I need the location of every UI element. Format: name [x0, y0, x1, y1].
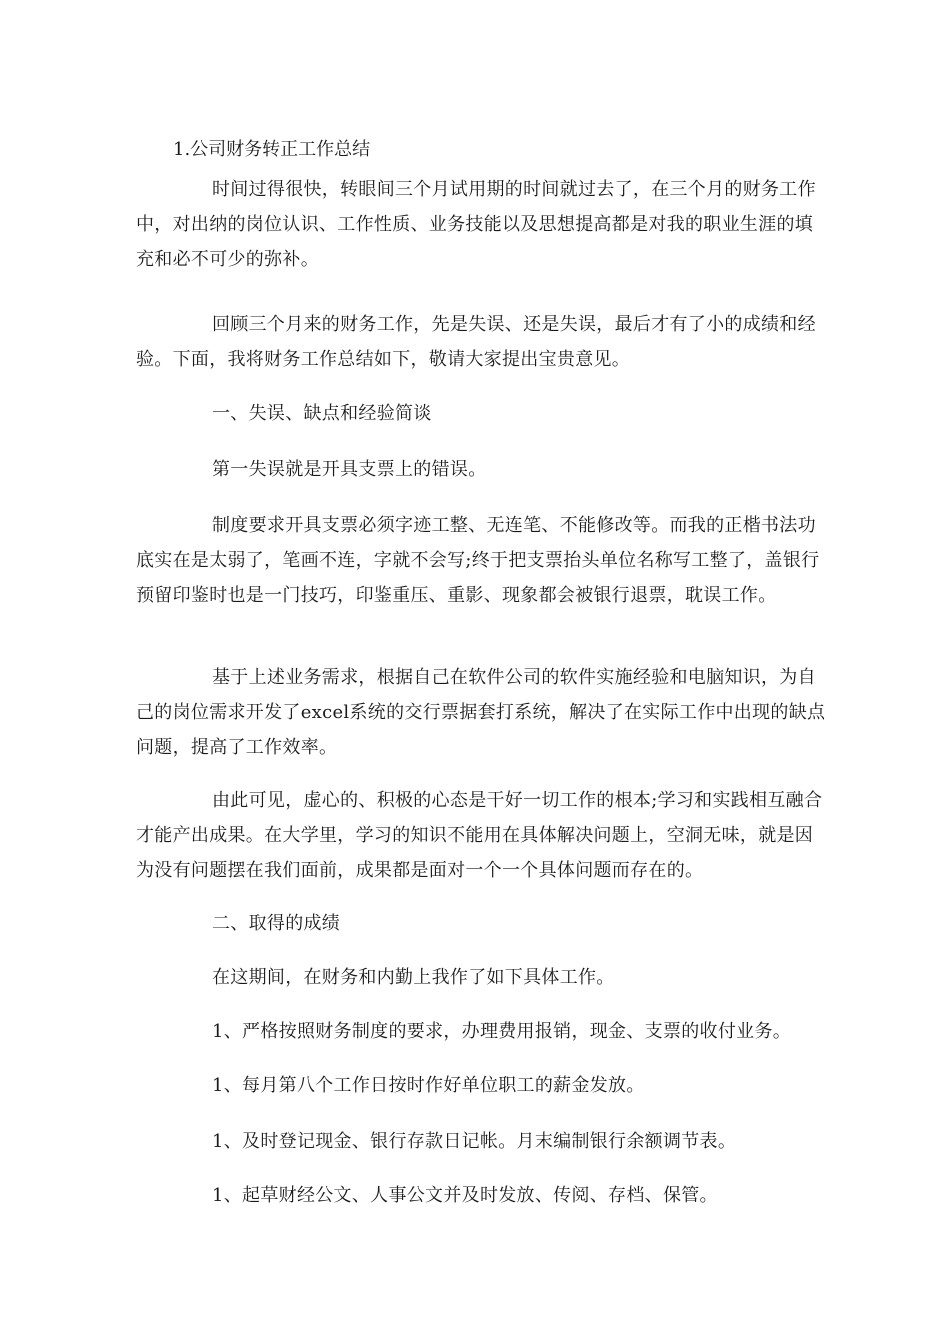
paragraph-work-intro: 在这期间，在财务和内勤上我作了如下具体工作。	[212, 967, 615, 988]
paragraph-attitude: 由此可见，虚心的、积极的心态是干好一切工作的根本;学习和实践相互融合才能产出成果。在大学里，学习的知识不能用在具体解决问题上，空洞无味，就是因为没有问题摆在我们面前，成果都是面对一个一个具体问题而存在的。	[136, 790, 823, 881]
section-heading-mistakes: 一、失误、缺点和经验简谈	[212, 403, 432, 424]
list-item-journal: 1、及时登记现金、银行存款日记帐。月末编制银行余额调节表。	[212, 1131, 737, 1152]
paragraph-review: 回顾三个月来的财务工作，先是失误、还是失误，最后才有了小的成绩和经验。下面，我将财务工作总结如下，敬请大家提出宝贵意见。	[136, 314, 816, 370]
document-title: 1.公司财务转正工作总结	[173, 139, 371, 160]
paragraph-cheque-rules: 制度要求开具支票必须字迹工整、无连笔、不能修改等。而我的正楷书法功底实在是太弱了，笔画不连，字就不会写;终于把支票抬头单位名称写工整了，盖银行预留印鉴时也是一门技巧，印鉴重压、重影、现象都会被银行退票，耽误工作。	[136, 515, 820, 606]
paragraph-first-mistake: 第一失误就是开具支票上的错误。	[212, 459, 487, 480]
paragraph-excel-system: 基于上述业务需求，根据自己在软件公司的软件实施经验和电脑知识，为自己的岗位需求开发了excel系统的交行票据套打系统，解决了在实际工作中出现的缺点问题，提高了工作效率。	[136, 667, 826, 758]
section-heading-achievements: 二、取得的成绩	[212, 913, 341, 934]
paragraph-intro: 时间过得很快，转眼间三个月试用期的时间就过去了，在三个月的财务工作中，对出纳的岗位认识、工作性质、业务技能以及思想提高都是对我的职业生涯的填充和必不可少的弥补。	[136, 179, 816, 270]
list-item-documents: 1、起草财经公文、人事公文并及时发放、传阅、存档、保管。	[212, 1185, 718, 1206]
list-item-reimbursement: 1、严格按照财务制度的要求，办理费用报销，现金、支票的收付业务。	[212, 1021, 792, 1042]
list-item-salary: 1、每月第八个工作日按时作好单位职工的薪金发放。	[212, 1075, 645, 1096]
